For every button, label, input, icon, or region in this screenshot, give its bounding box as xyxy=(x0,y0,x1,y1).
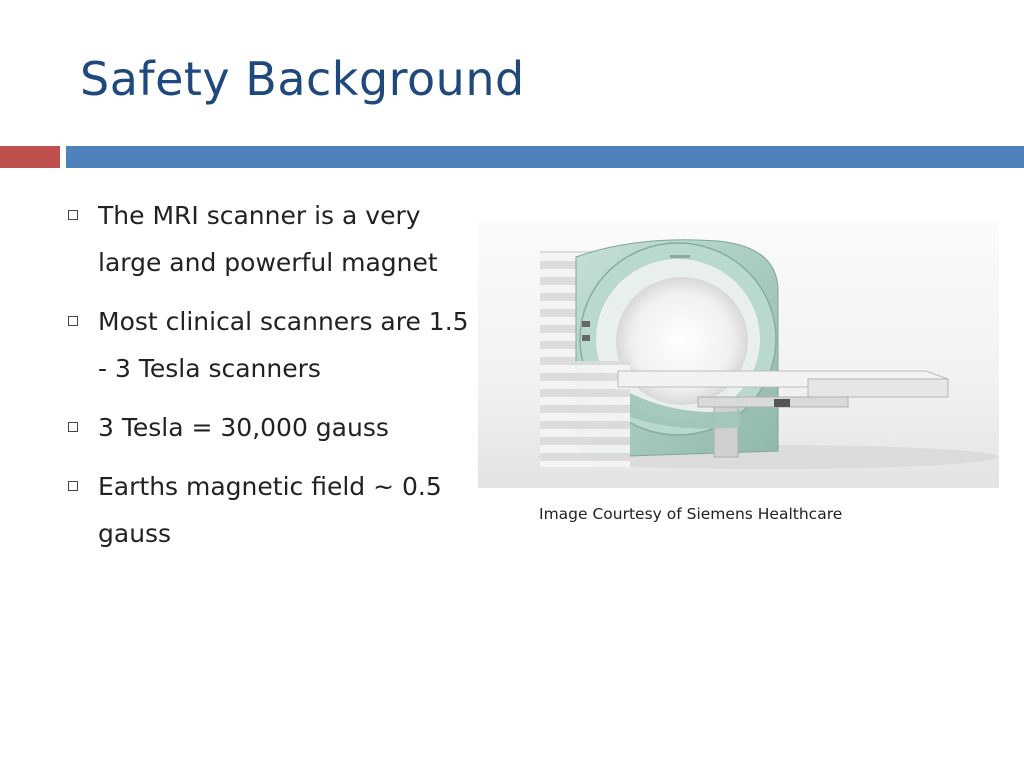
bullet-item xyxy=(64,192,474,286)
bullet-list xyxy=(64,192,474,569)
bullet-text: Earths magnetic field ~ 0.5 gauss xyxy=(98,472,442,548)
bullet-item xyxy=(64,463,474,557)
square-bullet-icon xyxy=(68,210,78,220)
image-caption: Image Courtesy of Siemens Healthcare xyxy=(539,505,843,523)
bullet-item xyxy=(64,298,474,392)
bullet-item xyxy=(64,404,474,451)
title-accent-bar-blue xyxy=(66,146,1024,168)
title-accent-bar-red xyxy=(0,146,60,168)
square-bullet-icon xyxy=(68,422,78,432)
square-bullet-icon xyxy=(68,481,78,491)
bullet-text: The MRI scanner is a very large and powerful magnet xyxy=(98,201,438,277)
mri-scanner-image xyxy=(478,221,999,488)
bullet-text: Most clinical scanners are 1.5 - 3 Tesla scanners xyxy=(98,307,469,383)
slide-title: Safety Background xyxy=(80,52,525,106)
bullet-text: 3 Tesla = 30,000 gauss xyxy=(98,413,389,442)
square-bullet-icon xyxy=(68,316,78,326)
